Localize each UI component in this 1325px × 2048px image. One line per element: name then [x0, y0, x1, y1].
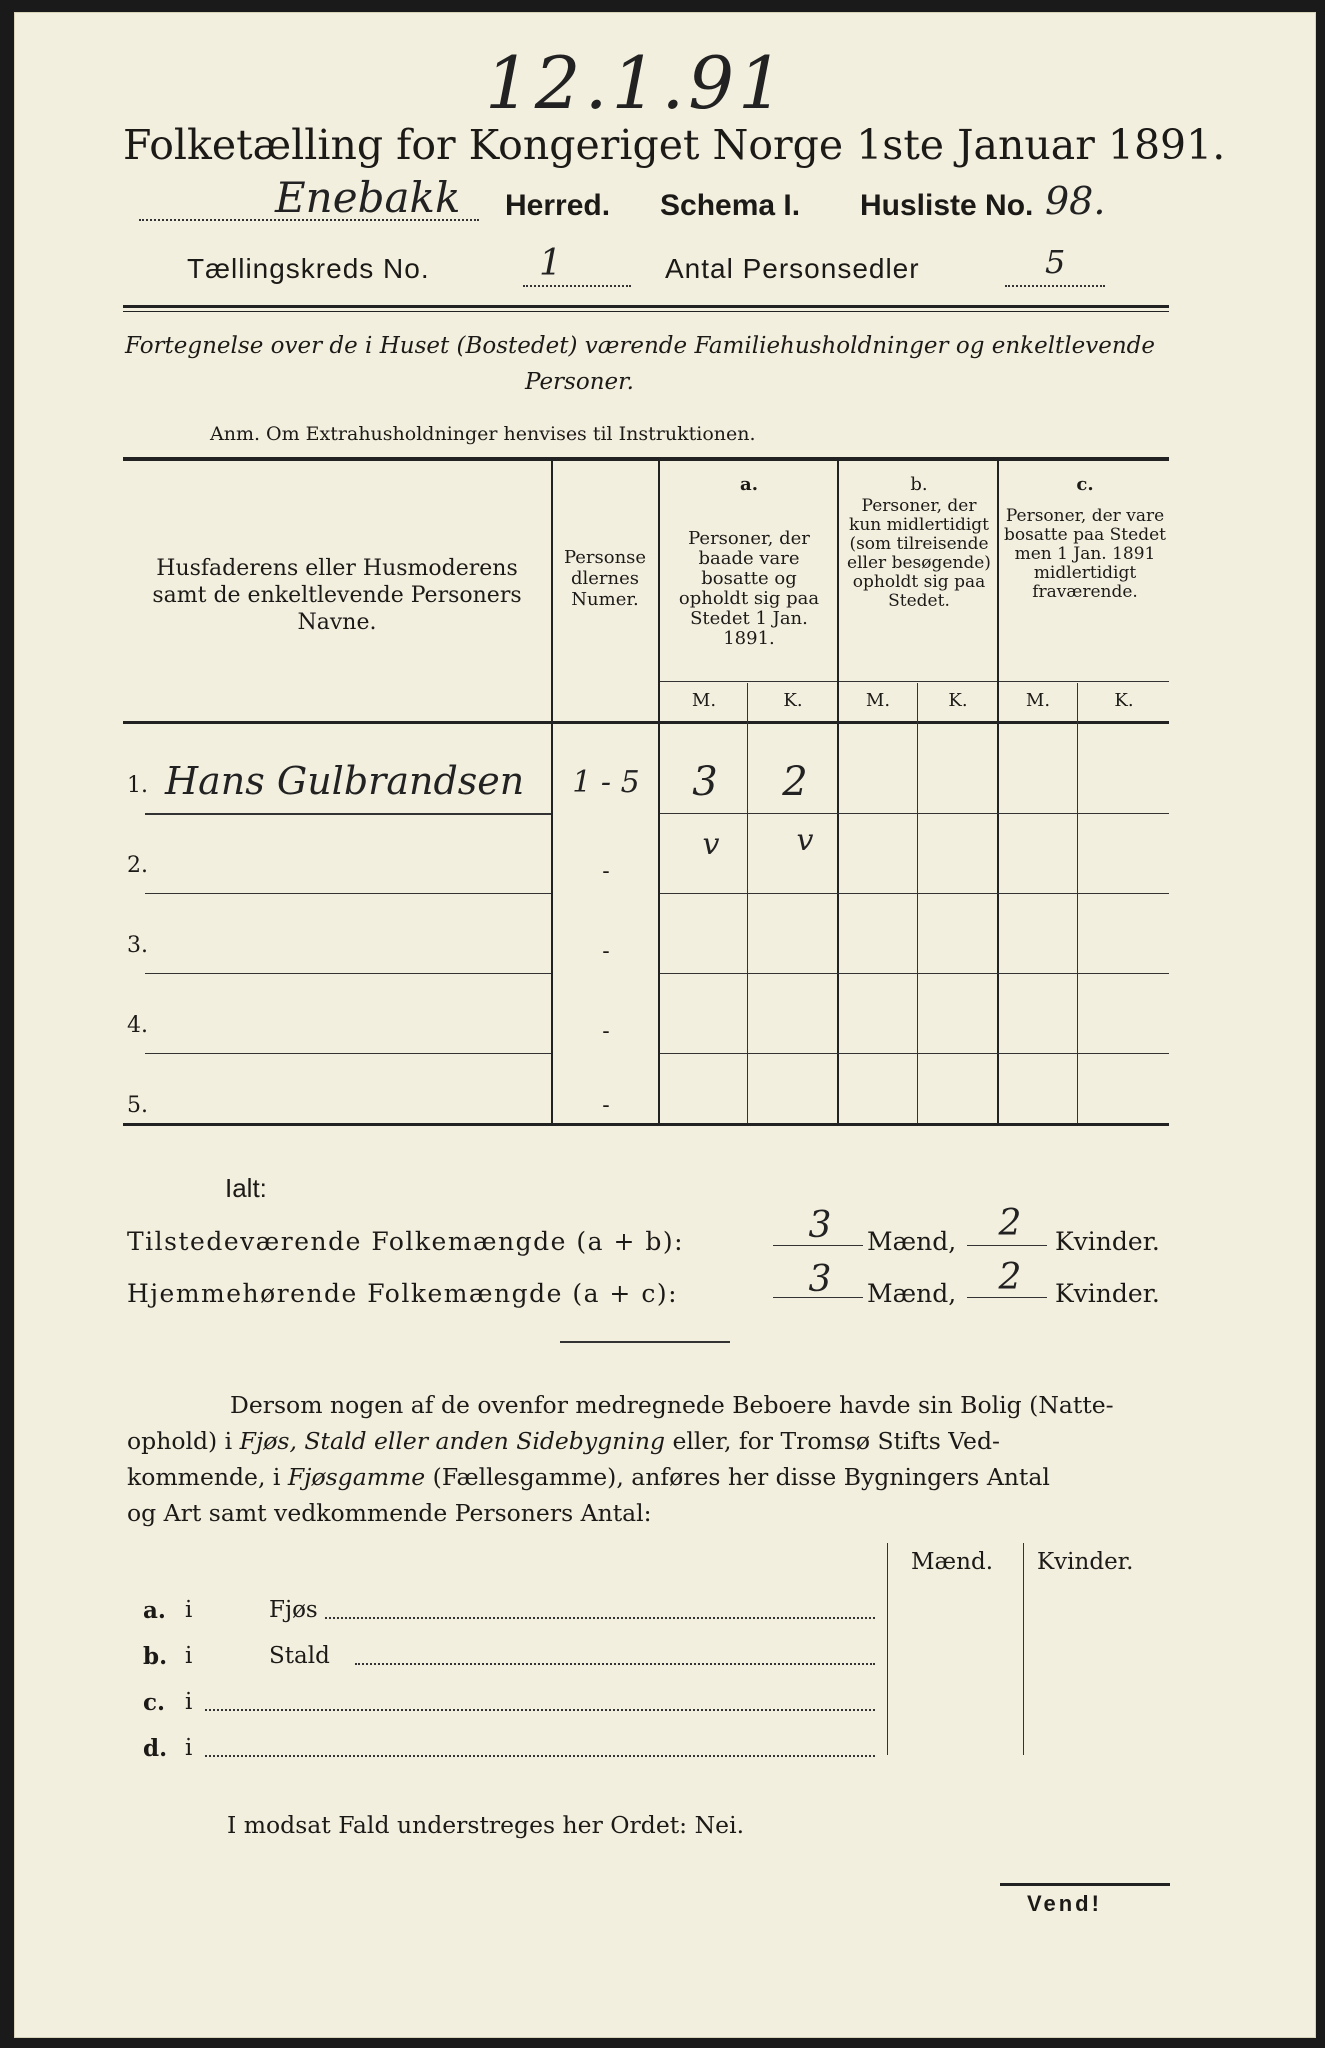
- row-5-number: 5.: [127, 1093, 148, 1118]
- row-4-num: -: [602, 1019, 610, 1044]
- vend-label: Vend!: [1027, 1891, 1102, 1916]
- row-2-num: -: [602, 859, 610, 884]
- antal-dotted-line: [1005, 285, 1105, 287]
- row-4-number: 4.: [127, 1013, 148, 1038]
- kreds-label: Tællingskreds No.: [187, 253, 430, 284]
- mk-sep-b: [917, 683, 918, 1123]
- row-1-line-right: [660, 813, 1169, 814]
- header-rule: [123, 305, 1169, 308]
- col-sep-2: [658, 461, 660, 1123]
- mk-line-b: [839, 681, 997, 682]
- nei-word: Nei.: [694, 1811, 745, 1839]
- ialt-label: Ialt:: [225, 1173, 267, 1203]
- col-header-c-letter: c.: [1076, 474, 1094, 495]
- row-5-num: -: [602, 1093, 610, 1118]
- anm-note: Anm. Om Extrahusholdninger henvises til Instruktionen.: [210, 423, 756, 445]
- para-2-italic: Fjøs, Stald eller anden Sidebygning: [239, 1427, 666, 1455]
- item-a-label: Fjøs: [269, 1597, 318, 1623]
- b-k-label: K.: [948, 690, 968, 711]
- row-1-a-k: 2: [782, 759, 808, 805]
- col-sep-1: [551, 461, 553, 1123]
- col-sep-3: [837, 461, 839, 1123]
- item-a-i: i: [185, 1597, 193, 1623]
- col-header-c: Personer, der vare bosatte paa Stedet men 1 Jan. 1891 midlertidigt fraværende.: [1004, 506, 1166, 602]
- outbuildings-para-1: Dersom nogen af de ovenfor medregnede Beboere havde sin Bolig (Natte-: [230, 1391, 1114, 1419]
- row-2-line: [145, 893, 551, 894]
- c-m-label: M.: [1025, 690, 1051, 711]
- outbuildings-para-3: [127, 1463, 1050, 1491]
- husliste-value: 98.: [1045, 179, 1106, 223]
- a-m-label: M.: [691, 690, 717, 711]
- section-divider: [560, 1341, 730, 1343]
- row-3-line-right: [660, 973, 1169, 974]
- table-top-rule: [123, 457, 1169, 461]
- row-1-line: [145, 813, 551, 815]
- item-b-dots: [355, 1663, 875, 1665]
- outbuildings-col-kvinder: Kvinder.: [1037, 1549, 1134, 1575]
- col-sep-4: [997, 461, 999, 1123]
- b-m-label: M.: [865, 690, 891, 711]
- item-a-letter: a.: [143, 1597, 166, 1624]
- outbuildings-para-2: [127, 1427, 1000, 1455]
- modsat-text: [227, 1811, 744, 1839]
- col-header-num: Personsedlernes Numer.: [563, 547, 647, 610]
- tilstede-k-value: 2: [998, 1203, 1022, 1244]
- para-3-start: kommende, i: [127, 1463, 288, 1491]
- item-d-i: i: [185, 1735, 193, 1761]
- mk-sep-a: [747, 683, 748, 1123]
- mk-line-c: [999, 681, 1169, 682]
- intro-line-2: Personer.: [525, 369, 634, 395]
- row-1-name: Hans Gulbrandsen: [165, 759, 525, 803]
- row-4-line-right: [660, 1053, 1169, 1054]
- table-bottom-rule: [123, 1123, 1169, 1126]
- row-1-a-m: 3: [692, 759, 718, 805]
- para-2-end: eller, for Tromsø Stifts Ved-: [665, 1427, 1000, 1455]
- para-2-start: ophold) i: [127, 1427, 240, 1455]
- mk-sep-c: [1077, 683, 1078, 1123]
- row-3-line: [145, 973, 551, 974]
- form-title: Folketælling for Kongeriget Norge 1ste Januar 1891.: [123, 121, 1226, 169]
- row-2-number: 2.: [127, 853, 148, 878]
- row-1-num: 1 - 5: [572, 765, 640, 800]
- hjemme-maend: Mænd,: [867, 1279, 957, 1308]
- item-c-letter: c.: [143, 1689, 166, 1716]
- item-d-letter: d.: [143, 1735, 168, 1762]
- row-1-number: 1.: [127, 773, 148, 798]
- hjemme-kvinder: Kvinder.: [1055, 1279, 1160, 1308]
- tilstede-kvinder: Kvinder.: [1055, 1227, 1160, 1256]
- antal-label: Antal Personsedler: [665, 253, 920, 284]
- kreds-dotted-line: [523, 285, 631, 287]
- husliste-label: Husliste No.: [860, 189, 1034, 222]
- col-header-a-letter: a.: [740, 474, 758, 495]
- schema-label: Schema I.: [660, 189, 801, 222]
- a-k-label: K.: [783, 690, 803, 711]
- herred-label: Herred.: [505, 189, 611, 222]
- hjemme-m-value: 3: [808, 1259, 832, 1300]
- row-1-check-k: v: [796, 823, 814, 858]
- row-4-line: [145, 1053, 551, 1054]
- item-b-letter: b.: [143, 1643, 168, 1670]
- outbuildings-para-4: og Art samt vedkommende Personers Antal:: [127, 1499, 652, 1527]
- item-b-i: i: [185, 1643, 193, 1669]
- hjemme-k-value: 2: [998, 1257, 1022, 1298]
- handwritten-date: 12.1.91: [485, 41, 788, 125]
- para-3-end: (Fællesgamme), anføres her disse Bygningers Antal: [425, 1463, 1050, 1491]
- tilstede-k-line: [967, 1245, 1047, 1246]
- outbuildings-col-sep-1: [887, 1543, 888, 1755]
- header-rule-thin: [123, 311, 1169, 312]
- outbuildings-col-maend: Mænd.: [911, 1549, 994, 1575]
- tilstede-label: Tilstedeværende Folkemængde (a + b):: [127, 1227, 685, 1256]
- vend-rule: [1000, 1883, 1170, 1886]
- item-c-dots: [205, 1709, 875, 1711]
- outbuildings-col-sep-2: [1023, 1543, 1024, 1755]
- col-header-name: Husfaderens eller Husmoderens samt de enkeltlevende Personers Navne.: [152, 556, 522, 635]
- hjemme-label: Hjemmehørende Folkemængde (a + c):: [127, 1279, 678, 1308]
- col-header-b: Personer, der kun midlertidigt (som tilreisende eller besøgende) opholdt sig paa Stedet.: [847, 496, 991, 611]
- herred-handwritten: Enebakk: [275, 173, 461, 222]
- tilstede-maend: Mænd,: [867, 1227, 957, 1256]
- item-a-dots: [325, 1617, 875, 1619]
- row-2-line-right: [660, 893, 1169, 894]
- col-header-a: Personer, der baade vare bosatte og opholdt sig paa Stedet 1 Jan. 1891.: [678, 528, 820, 649]
- census-form-page: [14, 12, 1316, 2038]
- item-c-i: i: [185, 1689, 193, 1715]
- kreds-value: 1: [539, 243, 562, 284]
- row-3-number: 3.: [127, 933, 148, 958]
- row-3-num: -: [602, 939, 610, 964]
- table-header-bottom-rule: [123, 721, 1169, 724]
- tilstede-m-value: 3: [808, 1205, 832, 1246]
- col-header-b-letter: b.: [910, 474, 928, 495]
- modsat-label: I modsat Fald understreges her Ordet:: [227, 1811, 688, 1839]
- para-3-italic: Fjøsgamme: [287, 1463, 426, 1491]
- intro-line-1: Fortegnelse over de i Huset (Bostedet) værende Familiehusholdninger og enkeltlevende: [125, 333, 1156, 359]
- item-d-dots: [205, 1755, 875, 1757]
- row-1-check-m: v: [702, 827, 720, 862]
- item-b-label: Stald: [269, 1643, 330, 1669]
- c-k-label: K.: [1114, 690, 1134, 711]
- mk-line-a: [660, 681, 837, 682]
- antal-value: 5: [1045, 243, 1066, 281]
